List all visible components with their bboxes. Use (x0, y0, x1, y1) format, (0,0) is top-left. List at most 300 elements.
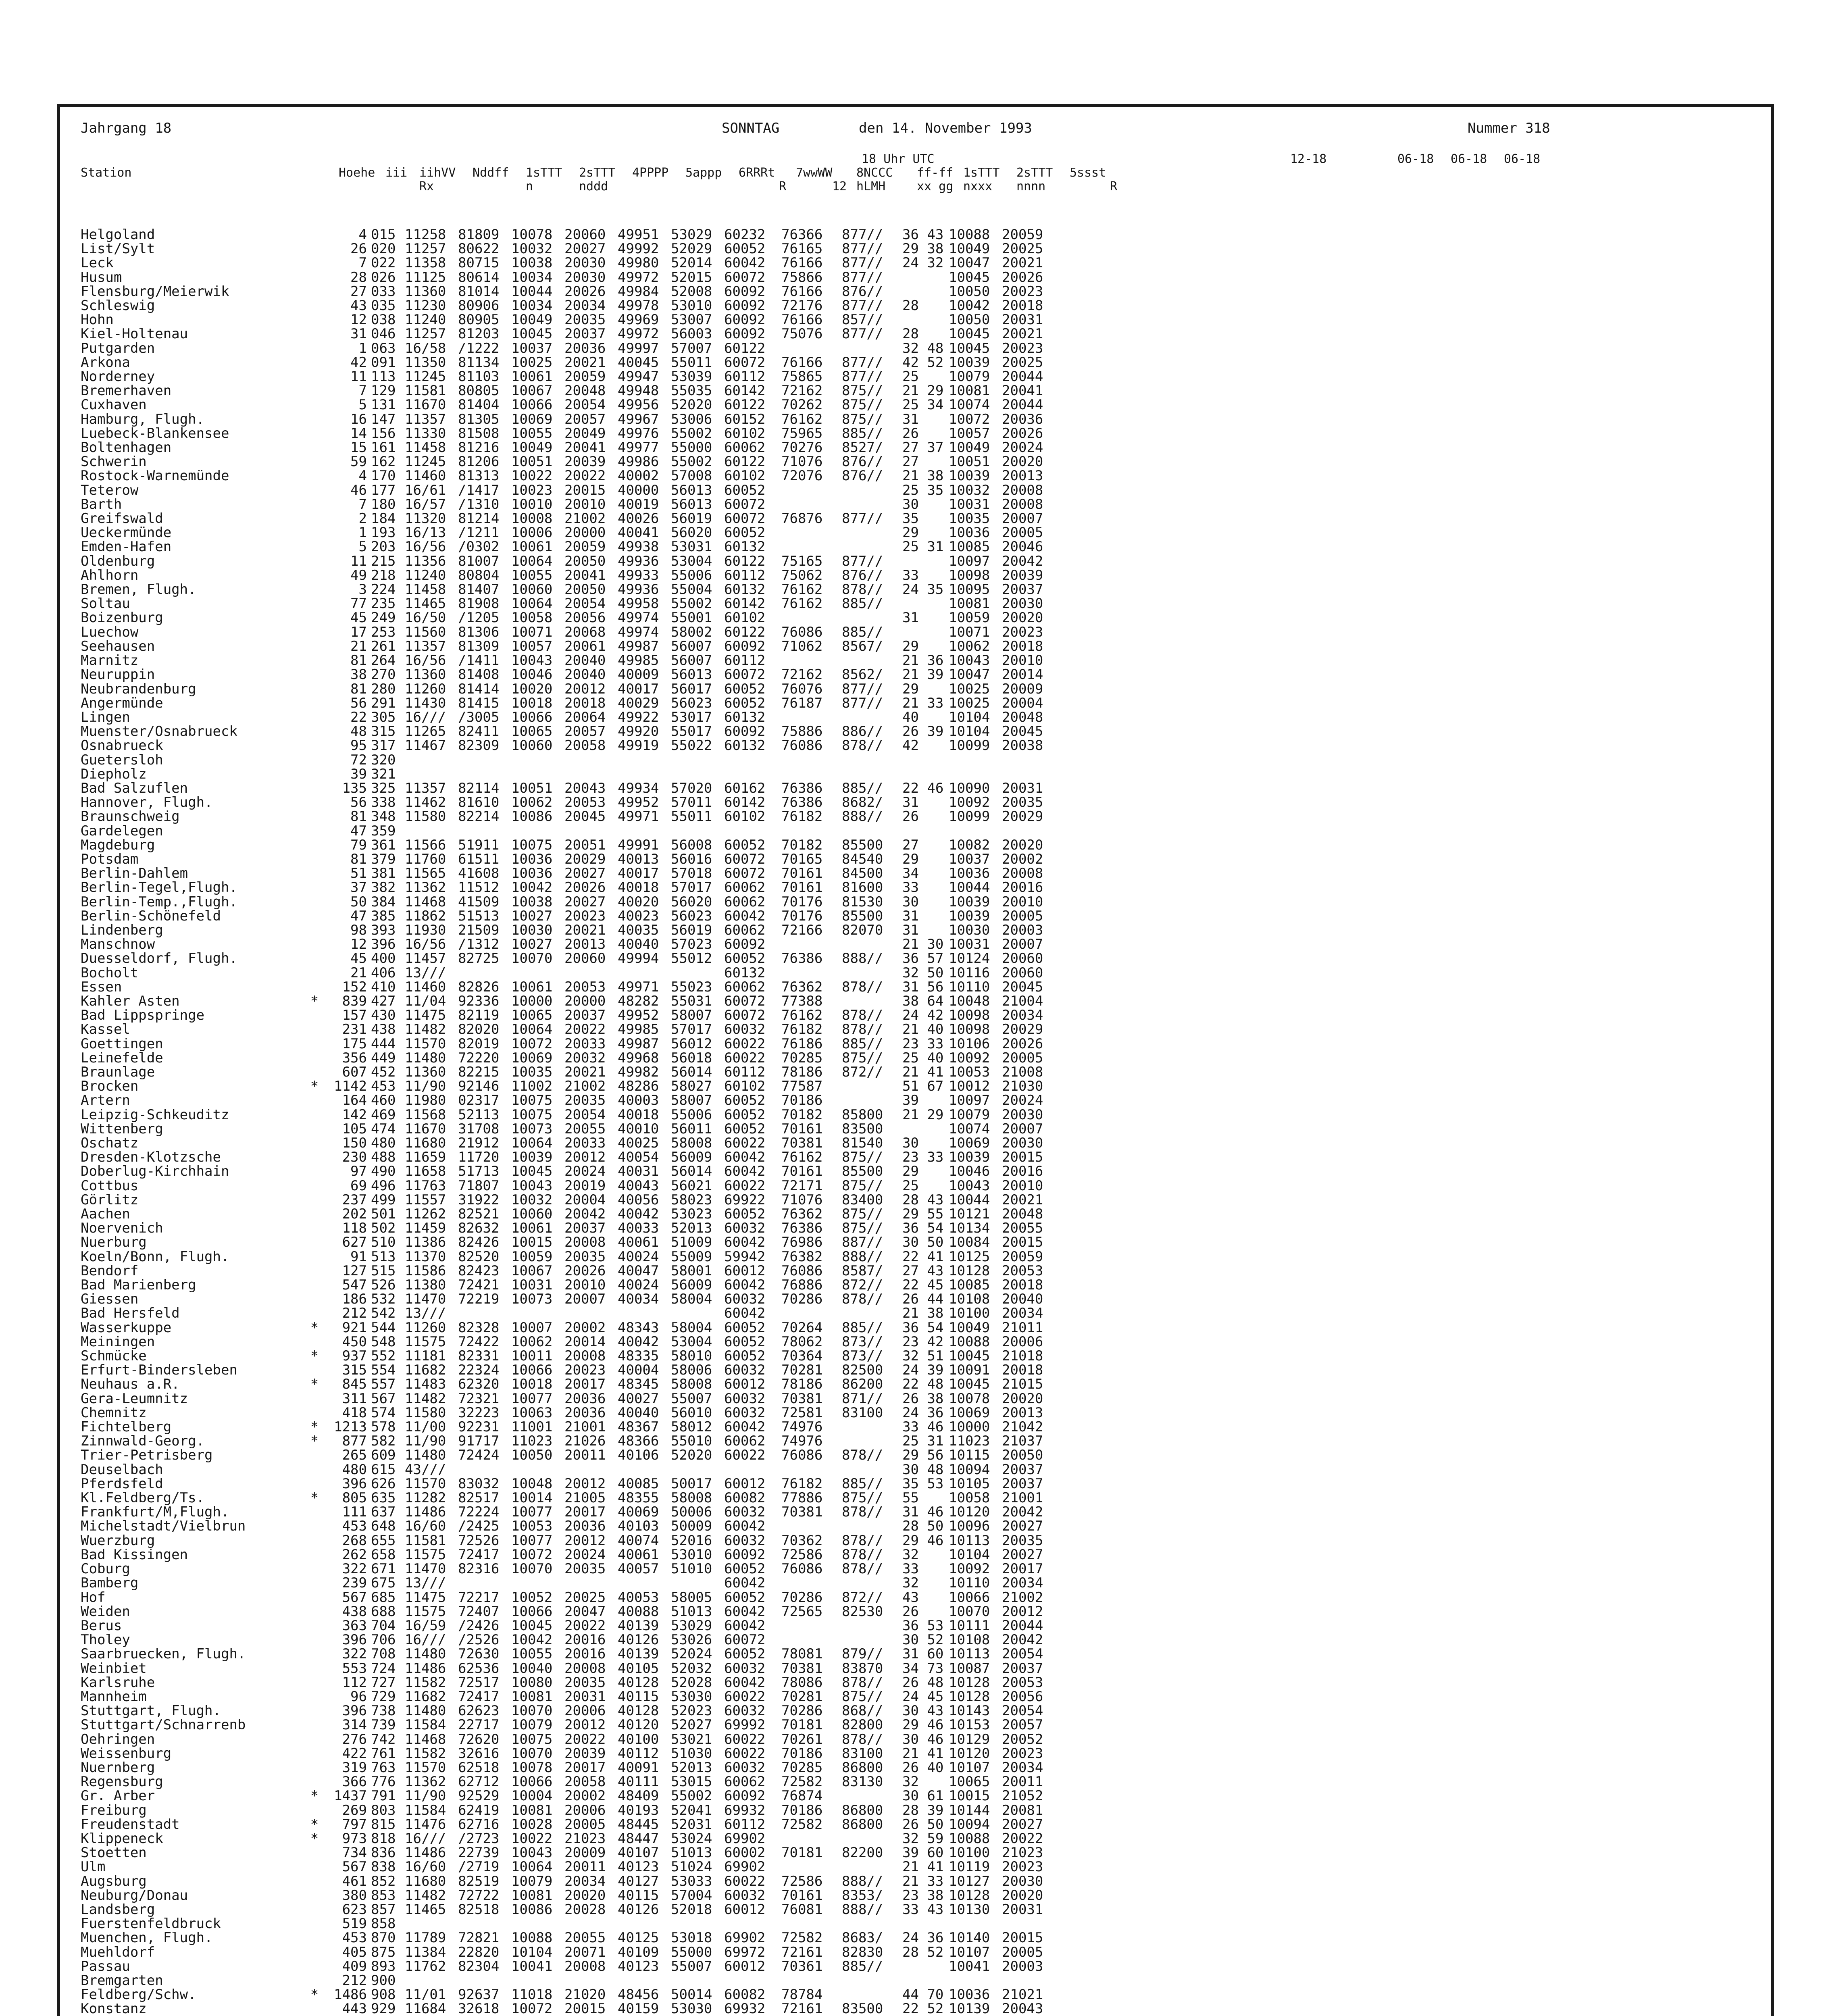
group-2sttt: 20056 (564, 611, 606, 625)
group-nddff: 81508 (458, 426, 500, 441)
group-2sttt-min: 20007 (1002, 937, 1043, 952)
group-7wwww: 70182 (781, 838, 823, 852)
mountain-marker (306, 1335, 323, 1349)
group-2sttt-min: 20050 (1002, 1448, 1043, 1463)
station-name: Bremerhaven (81, 384, 172, 398)
group-1sttt: 10042 (511, 881, 553, 895)
group-nddff: 72517 (458, 1675, 500, 1690)
station-height: 59 (350, 455, 367, 469)
group-7wwww: 78784 (781, 1988, 823, 2002)
group-8nccc: 85500 (842, 838, 883, 852)
station-height: 26 (350, 242, 367, 256)
table-row (81, 1519, 1055, 1533)
group-2sttt: 20060 (564, 228, 606, 242)
group-1sttt: 10081 (511, 1803, 553, 1818)
group-8nccc: 878// (842, 583, 883, 597)
mountain-marker (306, 540, 323, 554)
group-6rrrt: 60092 (724, 327, 766, 342)
group-6rrrt (724, 767, 781, 781)
table-row (81, 1377, 1055, 1391)
group-5appp: 55002 (671, 597, 712, 611)
group-5appp: 56007 (671, 654, 712, 668)
station-height: 937 (342, 1349, 367, 1364)
group-2sttt-min: 21018 (1002, 1349, 1043, 1364)
group-nddff: 71807 (458, 1179, 500, 1193)
group-1sttt-max: 10049 (949, 242, 990, 256)
mountain-marker (306, 1576, 323, 1590)
group-1sttt: 10028 (511, 1817, 553, 1832)
group-1sttt-max: 10012 (949, 1079, 990, 1094)
group-4pppp: 48345 (618, 1377, 659, 1392)
group-nddff: 72620 (458, 1732, 500, 1747)
group-1sttt-max: 10110 (949, 1576, 990, 1591)
station-name: Teterow (81, 483, 139, 498)
group-nddff: 82521 (458, 1207, 500, 1222)
group-iihvv: 11360 (405, 284, 446, 299)
group-1sttt: 10015 (511, 1235, 553, 1250)
station-height: 186 (342, 1292, 367, 1307)
group-iihvv: 16/// (405, 1633, 446, 1647)
table-row (81, 313, 1055, 327)
group-iihvv: 11575 (405, 1604, 446, 1619)
group-7wwww (781, 753, 842, 767)
table-row (81, 668, 1055, 682)
group-nddff: 22820 (458, 1945, 500, 1960)
group-5appp: 57017 (671, 1023, 712, 1037)
group-iihvv: 11262 (405, 1207, 446, 1222)
gust-ffff: 29 (902, 639, 919, 654)
group-4pppp: 40061 (618, 1547, 659, 1562)
group-iihvv: 11475 (405, 1008, 446, 1023)
table-row (81, 285, 1055, 299)
group-5appp: 56020 (671, 526, 712, 540)
station-height: 453 (342, 1519, 367, 1534)
group-5appp: 58001 (671, 1264, 712, 1279)
group-4pppp: 40019 (618, 497, 659, 512)
group-1sttt-max: 10069 (949, 1136, 990, 1151)
group-1sttt: 10027 (511, 937, 553, 952)
mountain-marker (306, 1448, 323, 1462)
station-name: Deuselbach (81, 1462, 163, 1477)
group-2sttt-min: 20005 (1002, 1945, 1043, 1960)
table-row (81, 256, 1055, 270)
group-iihvv: 11580 (405, 1406, 446, 1420)
station-index: 280 (371, 682, 396, 696)
station-name: Bad Kissingen (81, 1547, 188, 1562)
group-6rrrt: 60092 (724, 1547, 766, 1562)
group-1sttt: 10027 (511, 909, 553, 923)
station-name: Freudenstadt (81, 1817, 180, 1832)
group-7wwww: 76386 (781, 781, 823, 796)
gust-ffff (902, 824, 949, 838)
group-8nccc (842, 824, 902, 838)
station-index: 224 (371, 583, 396, 597)
gust-ffff: 30 61 (902, 1789, 944, 1804)
station-name: Passau (81, 1959, 130, 1974)
group-1sttt: 10063 (511, 1406, 553, 1420)
group-7wwww: 76166 (781, 256, 823, 271)
mountain-marker (306, 1519, 323, 1533)
group-iihvv: 11470 (405, 1292, 446, 1307)
group-7wwww: 76874 (781, 1789, 823, 1804)
group-7wwww: 72076 (781, 469, 823, 483)
group-5appp: 56016 (671, 852, 712, 867)
group-5appp: 55002 (671, 455, 712, 469)
group-4pppp: 40040 (618, 1406, 659, 1420)
group-7wwww: 76366 (781, 228, 823, 242)
group-8nccc (842, 1619, 902, 1633)
group-1sttt-max: 10030 (949, 923, 990, 938)
station-index: 501 (371, 1207, 396, 1222)
group-5appp: 55006 (671, 1108, 712, 1122)
group-5appp: 56009 (671, 1278, 712, 1293)
group-2sttt-min: 21023 (1002, 1846, 1043, 1860)
group-5appp: 58006 (671, 1363, 712, 1378)
group-7wwww: 77587 (781, 1079, 823, 1094)
group-5appp (671, 753, 724, 767)
group-1sttt-max: 10025 (949, 696, 990, 710)
group-1sttt: 10023 (511, 483, 553, 498)
group-7wwww (781, 342, 842, 356)
group-iihvv: 11789 (405, 1931, 446, 1945)
group-2sttt-min: 20020 (1002, 1888, 1043, 1903)
group-1sttt: 10059 (511, 1250, 553, 1264)
table-row (81, 1605, 1055, 1619)
station-name: Mannheim (81, 1689, 147, 1704)
group-8nccc (842, 710, 902, 725)
group-2sttt-min: 20018 (1002, 299, 1043, 313)
group-5appp: 58004 (671, 1320, 712, 1335)
group-2sttt-min: 20007 (1002, 512, 1043, 526)
group-2sttt-min: 20020 (1002, 611, 1043, 625)
group-6rrrt: 60092 (724, 313, 766, 327)
group-1sttt-max (949, 1974, 1002, 1988)
group-nddff (458, 1974, 511, 1988)
station-index: 893 (371, 1959, 396, 1974)
group-iihvv (405, 1917, 458, 1931)
group-iihvv: 11486 (405, 1505, 446, 1520)
group-8nccc (842, 1463, 902, 1477)
group-4pppp: 40115 (618, 1888, 659, 1903)
group-7wwww: 70181 (781, 1718, 823, 1733)
group-2sttt-min: 20018 (1002, 1363, 1043, 1378)
station-index: 218 (371, 568, 396, 583)
mountain-marker (306, 654, 323, 668)
group-nddff: 91717 (458, 1434, 500, 1449)
group-4pppp: 49982 (618, 1065, 659, 1080)
gust-ffff: 29 56 (902, 1448, 944, 1463)
table-row (81, 1889, 1055, 1903)
station-height: 409 (342, 1959, 367, 1974)
group-iihvv: 11670 (405, 398, 446, 412)
group-2sttt: 20005 (564, 1817, 606, 1832)
station-height: 921 (342, 1320, 367, 1335)
col-6rrrt: 6RRRt (739, 166, 775, 180)
group-1sttt (511, 1306, 564, 1320)
table-row (81, 1860, 1055, 1874)
group-1sttt: 10025 (511, 355, 553, 370)
group-2sttt-min: 20037 (1002, 1661, 1043, 1676)
station-index: 180 (371, 497, 396, 512)
group-4pppp: 40026 (618, 512, 659, 526)
station-index: 253 (371, 625, 396, 639)
group-4pppp: 49956 (618, 398, 659, 412)
group-2sttt-min: 20005 (1002, 909, 1043, 923)
col-2sttt-2-sub: nnnn (1016, 179, 1046, 194)
group-1sttt: 10042 (511, 1633, 553, 1647)
group-7wwww: 72586 (781, 1874, 823, 1889)
group-1sttt-max: 10100 (949, 1306, 990, 1321)
station-index: 763 (371, 1760, 396, 1775)
station-index: 359 (371, 824, 396, 838)
group-2sttt-min: 20004 (1002, 696, 1043, 710)
station-index: 515 (371, 1264, 396, 1279)
station-index: 348 (371, 810, 396, 824)
gust-ffff: 26 40 (902, 1760, 944, 1775)
station-height: 5 (358, 398, 367, 412)
group-2sttt: 20030 (564, 270, 606, 285)
group-nddff (458, 1463, 511, 1477)
group-4pppp: 40193 (618, 1803, 659, 1818)
station-height: 39 (350, 767, 367, 781)
group-nddff (458, 1917, 511, 1931)
station-index: 361 (371, 838, 396, 852)
group-4pppp: 40025 (618, 1136, 659, 1151)
station-name: Feldberg/Schw. (81, 1988, 196, 2002)
group-5appp: 53017 (671, 710, 712, 725)
group-8nccc: 885// (842, 426, 883, 441)
group-nddff: 81610 (458, 796, 500, 810)
table-row (81, 725, 1055, 739)
group-1sttt-max: 10108 (949, 1292, 990, 1307)
gust-ffff: 29 46 (902, 1718, 944, 1733)
group-1sttt-max: 10098 (949, 568, 990, 583)
station-height: 14 (350, 426, 367, 441)
group-5appp (671, 1306, 724, 1320)
group-7wwww: 75965 (781, 426, 823, 441)
group-1sttt-max: 10127 (949, 1874, 990, 1889)
group-nddff: 62320 (458, 1377, 500, 1392)
group-2sttt: 20040 (564, 668, 606, 682)
group-2sttt-min: 20005 (1002, 526, 1043, 540)
group-1sttt-max: 10124 (949, 952, 990, 966)
station-height: 319 (342, 1760, 367, 1775)
group-1sttt: 10064 (511, 1023, 553, 1037)
group-7wwww: 76986 (781, 1235, 823, 1250)
station-name: Kl.Feldberg/Ts. (81, 1491, 205, 1506)
station-index: 900 (371, 1973, 396, 1988)
station-index: 156 (371, 426, 396, 441)
station-height: 461 (342, 1874, 367, 1889)
group-iihvv (405, 1974, 458, 1988)
mountain-marker (306, 1292, 323, 1306)
group-7wwww: 76162 (781, 1150, 823, 1165)
group-2sttt: 20020 (564, 1888, 606, 1903)
group-6rrrt: 60052 (724, 483, 766, 498)
group-6rrrt: 60072 (724, 1633, 766, 1647)
group-iihvv: 11930 (405, 923, 446, 938)
range-06-18-b: 06-18 (1451, 152, 1487, 166)
group-4pppp: 40123 (618, 1959, 659, 1974)
table-row (81, 1193, 1055, 1207)
group-8nccc: 81600 (842, 881, 883, 895)
mountain-marker (306, 1108, 323, 1122)
group-1sttt: 10077 (511, 1533, 553, 1548)
group-1sttt: 10041 (511, 1959, 553, 1974)
table-row (81, 1321, 1055, 1335)
group-iihvv: 11360 (405, 668, 446, 682)
col-7wwww-sub: 12 (832, 179, 847, 194)
group-2sttt-min: 20021 (1002, 327, 1043, 342)
group-nddff: /2425 (458, 1519, 500, 1534)
group-iihvv: 11480 (405, 1704, 446, 1718)
group-7wwww: 70186 (781, 1746, 823, 1761)
group-1sttt-max: 10039 (949, 469, 990, 483)
mountain-marker (306, 725, 323, 739)
mountain-marker (306, 1747, 323, 1761)
group-4pppp: 48335 (618, 1349, 659, 1364)
group-2sttt: 20036 (564, 1406, 606, 1420)
group-2sttt-min: 20026 (1002, 1037, 1043, 1051)
group-2sttt: 20035 (564, 1093, 606, 1108)
gust-ffff: 33 43 (902, 1902, 944, 1917)
station-name: Cuxhaven (81, 398, 147, 412)
gust-ffff: 26 39 (902, 725, 944, 739)
group-1sttt: 10010 (511, 497, 553, 512)
station-height: 45 (350, 611, 367, 625)
station-name: Barth (81, 497, 122, 512)
group-iihvv: 11581 (405, 1533, 446, 1548)
group-6rrrt: 60072 (724, 355, 766, 370)
group-5appp: 56012 (671, 1037, 712, 1051)
station-name: Neuruppin (81, 668, 155, 682)
group-1sttt-max: 10079 (949, 370, 990, 384)
station-name: Magdeburg (81, 838, 155, 852)
station-name: Schleswig (81, 299, 155, 313)
group-4pppp: 40017 (618, 682, 659, 696)
group-1sttt: 10070 (511, 1746, 553, 1761)
group-1sttt: 10078 (511, 228, 553, 242)
group-iihvv: 11430 (405, 696, 446, 710)
group-4pppp: 40109 (618, 1945, 659, 1960)
group-iihvv: 11980 (405, 1093, 446, 1108)
mountain-marker (306, 767, 323, 781)
group-2sttt-min: 20035 (1002, 1533, 1043, 1548)
group-7wwww: 72161 (781, 2002, 823, 2016)
table-row (81, 1619, 1055, 1633)
group-1sttt-max: 10072 (949, 412, 990, 427)
group-4pppp: 48409 (618, 1789, 659, 1804)
group-5appp: 55011 (671, 810, 712, 824)
group-6rrrt: 60022 (724, 1448, 766, 1463)
group-2sttt: 20051 (564, 838, 606, 852)
group-5appp: 55000 (671, 441, 712, 455)
volume-label: Jahrgang 18 (81, 120, 172, 136)
group-4pppp: 40127 (618, 1874, 659, 1889)
group-4pppp: 49952 (618, 796, 659, 810)
group-1sttt: 11023 (511, 1434, 553, 1449)
group-1sttt-max: 10099 (949, 810, 990, 824)
group-iihvv: 11684 (405, 2002, 446, 2016)
station-index: 020 (371, 242, 396, 256)
group-2sttt-min: 20044 (1002, 1618, 1043, 1633)
group-nddff: 72217 (458, 1590, 500, 1605)
table-row (81, 1917, 1055, 1931)
group-1sttt-max: 10048 (949, 994, 990, 1009)
table-row (81, 1676, 1055, 1690)
group-5appp: 55012 (671, 952, 712, 966)
mountain-marker (306, 1889, 323, 1903)
group-iihvv: 11682 (405, 1363, 446, 1378)
station-index: 385 (371, 909, 396, 923)
group-nddff: 80804 (458, 568, 500, 583)
group-1sttt: 10072 (511, 1547, 553, 1562)
group-1sttt-max: 10058 (949, 1491, 990, 1506)
group-nddff: 61511 (458, 852, 500, 867)
group-8nccc: 875// (842, 1051, 883, 1065)
group-5appp: 55011 (671, 355, 712, 370)
station-name: Schwerin (81, 455, 147, 469)
group-8nccc (842, 1079, 902, 1093)
group-iihvv: 11586 (405, 1264, 446, 1279)
station-name: Goettingen (81, 1037, 163, 1051)
group-6rrrt: 60032 (724, 1406, 766, 1420)
station-index: 803 (371, 1803, 396, 1818)
mountain-marker (306, 299, 323, 313)
group-6rrrt: 60072 (724, 852, 766, 867)
group-7wwww: 76886 (781, 1278, 823, 1293)
station-height: 396 (342, 1704, 367, 1718)
table-row (81, 1662, 1055, 1676)
group-7wwww: 76076 (781, 682, 823, 696)
group-1sttt: 10043 (511, 1179, 553, 1193)
group-1sttt: 10066 (511, 1775, 553, 1789)
mountain-marker (306, 1023, 323, 1037)
group-nddff: 62536 (458, 1661, 500, 1676)
gust-ffff (902, 554, 949, 569)
group-8nccc (842, 1974, 902, 1988)
group-iihvv: 11260 (405, 1320, 446, 1335)
range-12-18: 12-18 (1290, 152, 1327, 166)
group-1sttt: 10066 (511, 1363, 553, 1378)
station-name: Duesseldorf, Flugh. (81, 952, 237, 966)
group-8nccc: 875// (842, 1689, 883, 1704)
group-2sttt-min: 20053 (1002, 1264, 1043, 1279)
group-iihvv: 11584 (405, 1718, 446, 1733)
gust-ffff: 28 39 (902, 1803, 944, 1818)
group-1sttt (511, 753, 564, 767)
group-4pppp: 40106 (618, 1448, 659, 1463)
mountain-marker: * (310, 1434, 319, 1449)
station-name: Weissenburg (81, 1746, 172, 1761)
group-6rrrt: 60012 (724, 1902, 766, 1917)
group-1sttt-max: 10032 (949, 483, 990, 498)
group-5appp: 53004 (671, 554, 712, 569)
group-1sttt-max: 10015 (949, 1789, 990, 1804)
gust-ffff: 25 35 (902, 483, 944, 498)
group-nddff: 82309 (458, 739, 500, 753)
mountain-marker (306, 1406, 323, 1420)
group-1sttt-max: 10078 (949, 1391, 990, 1406)
mountain-marker (306, 1704, 323, 1718)
group-nddff: 32616 (458, 1746, 500, 1761)
station-name: Gera-Leumnitz (81, 1391, 188, 1406)
station-height: 1486 (334, 1988, 367, 2002)
group-nddff: 62419 (458, 1803, 500, 1818)
mountain-marker (306, 327, 323, 341)
group-8nccc: 83500 (842, 1122, 883, 1136)
group-iihvv: 11659 (405, 1150, 446, 1165)
